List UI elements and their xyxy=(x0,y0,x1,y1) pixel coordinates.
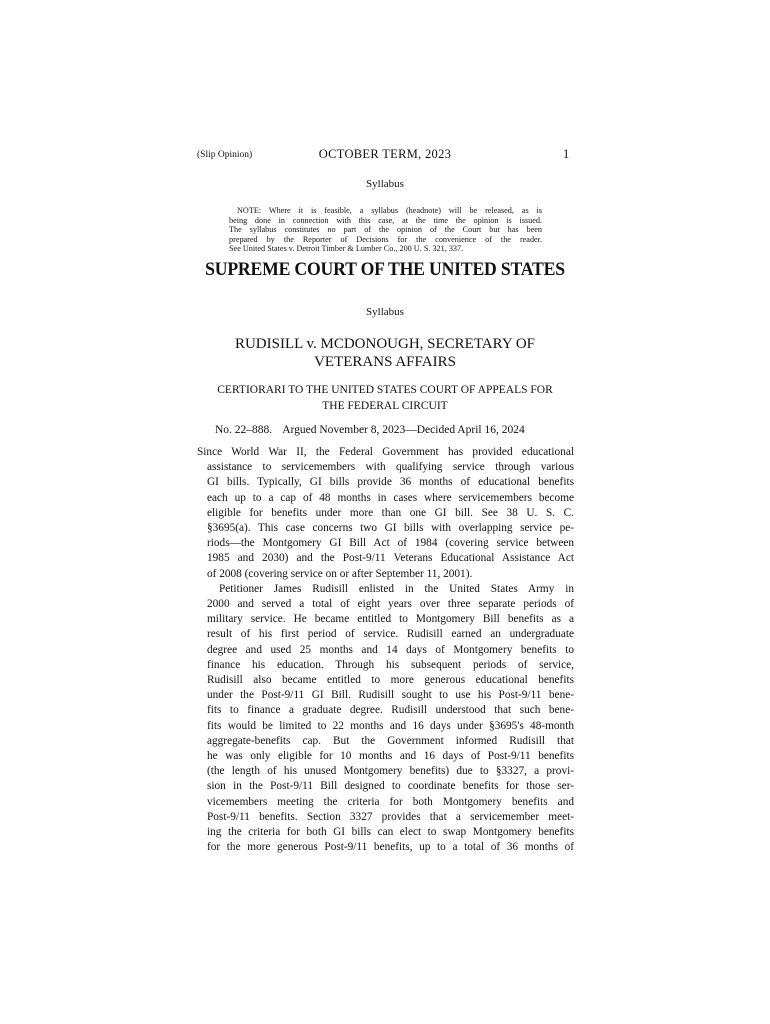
body-line: each up to a cap of 48 months in cases where servicemembers become xyxy=(207,491,574,504)
term-heading: OCTOBER TERM, 2023 xyxy=(318,147,452,161)
body-line: fits to finance a graduate degree. Rudisill understood that such bene- xyxy=(207,704,574,717)
body-line: Rudisill also became entitled to more generous educational benefits xyxy=(207,674,574,687)
body-line: aggregate-benefits cap. But the Government informed Rudisill that xyxy=(207,734,574,747)
body-line: riods—the Montgomery GI Bill Act of 1984 (covering service between xyxy=(207,537,574,550)
body-line: 1985 and 2030) and the Post-9/11 Veterans Educational Assistance Act xyxy=(207,552,574,565)
body-line: for the more generous Post-9/11 benefits, up to a total of 36 months of xyxy=(207,841,574,854)
body-line: military service. He became entitled to Montgomery Bill benefits as a xyxy=(207,613,574,626)
body-line: (the length of his unused Montgomery benefits) due to §3327, a provi- xyxy=(207,765,574,778)
certiorari-line: THE FEDERAL CIRCUIT xyxy=(322,400,448,412)
page-number: 1 xyxy=(563,147,570,161)
argued-decided-dates: Argued November 8, 2023—Decided April 16, 2024 xyxy=(282,424,525,436)
note-line: NOTE: Where it is feasible, a syllabus (headnote) will be released, as is xyxy=(237,206,542,215)
body-line: 2000 and served a total of eight years over three separate periods of xyxy=(207,598,574,611)
note-line: being done in connection with this case, at the time the opinion is issued. xyxy=(229,215,542,225)
body-line: Petitioner James Rudisill enlisted in the United States Army in xyxy=(219,582,574,595)
case-title-line: RUDISILL v. MCDONOUGH, SECRETARY OF xyxy=(234,336,536,352)
body-line: GI bills. Typically, GI bills provide 36 months of educational benefits xyxy=(207,476,574,489)
body-line: of 2008 (covering service on or after September 11, 2001). xyxy=(207,567,473,580)
body-line: fits would be limited to 22 months and 16 days under §3695's 48-month xyxy=(207,719,574,732)
docket-line xyxy=(215,424,525,436)
body-line: eligible for benefits under more than one GI bill. See 38 U. S. C. xyxy=(207,506,574,519)
reporter-note xyxy=(229,206,542,254)
body-line: §3695(a). This case concerns two GI bills with overlapping service pe- xyxy=(207,522,574,535)
body-line: Post-9/11 benefits. Section 3327 provides that a servicemember meet- xyxy=(207,810,574,823)
slip-opinion-label: (Slip Opinion) xyxy=(197,150,253,160)
note-line: The syllabus constitutes no part of the opinion of the Court but has been xyxy=(229,225,542,234)
body-line: under the Post-9/11 GI Bill. Rudisill sought to use his Post-9/11 bene- xyxy=(207,689,574,702)
body-line: assistance to servicemembers with qualifying service through various xyxy=(207,461,574,474)
body-line: result of his first period of service. Rudisill earned an undergraduate xyxy=(207,628,574,641)
body-line: degree and used 25 months and 14 days of Montgomery benefits to xyxy=(207,643,574,656)
docket-number: No. 22–888. xyxy=(215,424,273,436)
body-line: finance his education. Through his subsequent periods of service, xyxy=(207,658,574,671)
body-line: Since World War II, the Federal Government has provided educational xyxy=(197,446,574,458)
syllabus-heading-top: Syllabus xyxy=(366,178,404,190)
body-line: sion in the Post-9/11 Bill designed to coordinate benefits for those ser- xyxy=(207,780,574,793)
body-line: he was only eligible for 10 months and 16 days of Post-9/11 benefits xyxy=(207,750,574,763)
case-title-line: VETERANS AFFAIRS xyxy=(314,354,456,370)
body-line: ing the criteria for both GI bills can elect to swap Montgomery benefits xyxy=(207,826,574,839)
syllabus-heading: Syllabus xyxy=(366,306,404,318)
court-title: SUPREME COURT OF THE UNITED STATES xyxy=(205,259,565,280)
syllabus-body xyxy=(197,445,574,855)
body-line: vicemembers meeting the criteria for both Montgomery benefits and xyxy=(207,795,574,808)
note-line: prepared by the Reporter of Decisions for the convenience of the reader. xyxy=(229,234,542,244)
certiorari-line: CERTIORARI TO THE UNITED STATES COURT OF APPEALS FOR xyxy=(217,384,553,396)
note-line: See United States v. Detroit Timber & Lumber Co., 200 U. S. 321, 337. xyxy=(229,244,464,253)
